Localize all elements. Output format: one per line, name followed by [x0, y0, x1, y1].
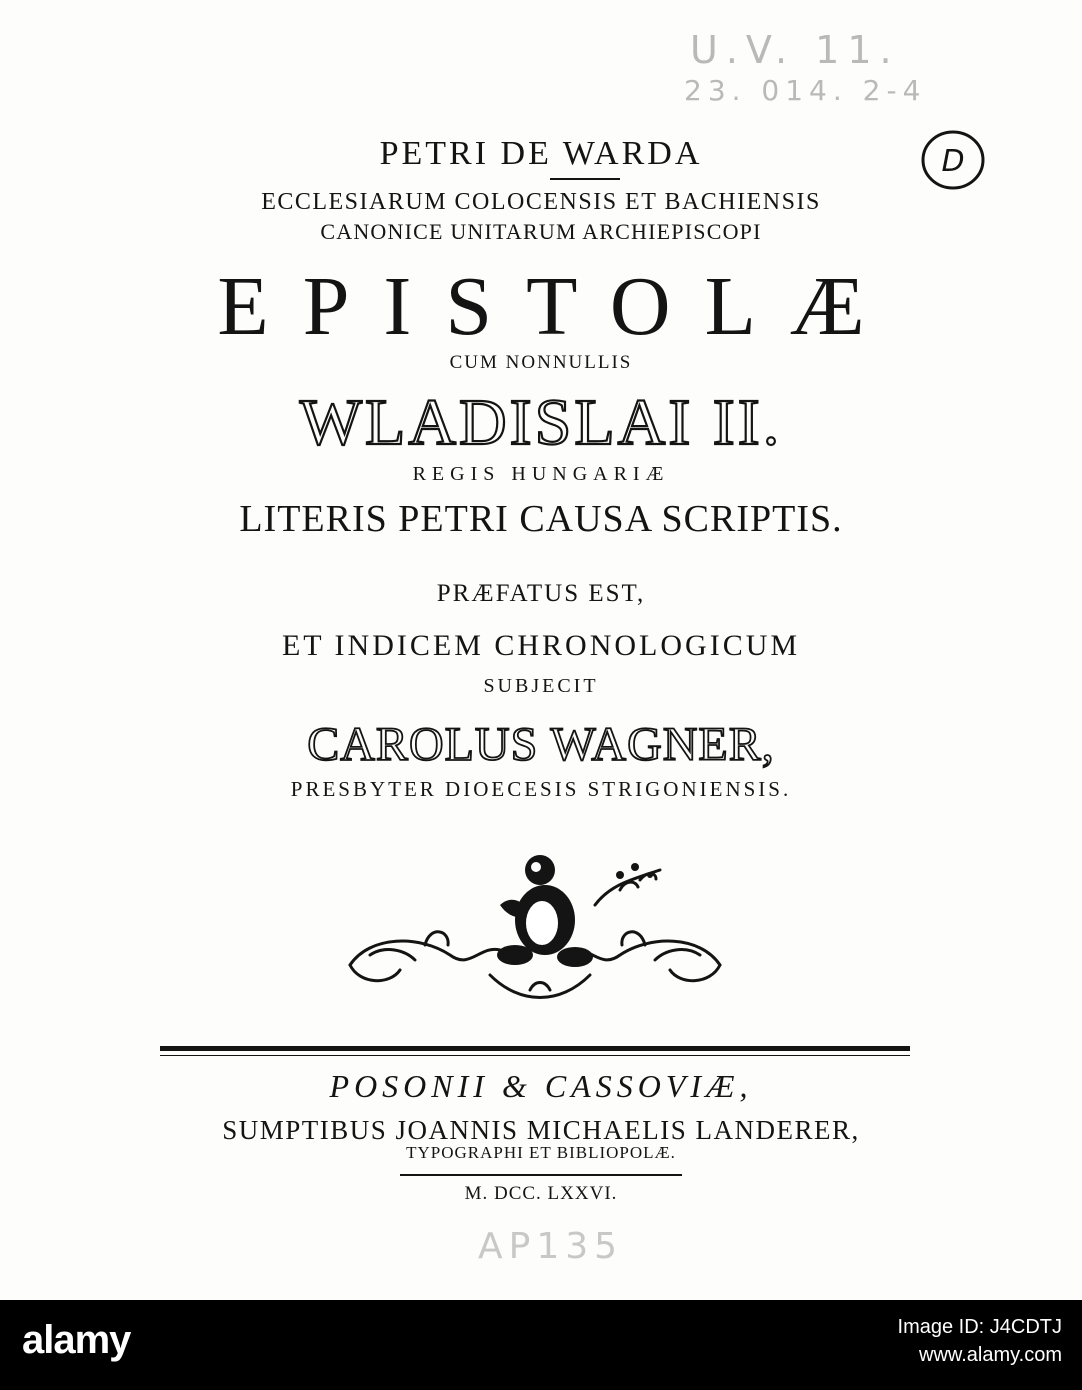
imprint-year: M. DCC. LXXVI.	[464, 1183, 618, 1204]
editor-name: CAROLUS WAGNER,	[307, 718, 775, 771]
office-line-2: CANONICE UNITARUM ARCHIEPISCOPI	[320, 219, 762, 244]
letters-line: LITERIS PETRI CAUSA SCRIPTIS.	[239, 498, 843, 540]
alamy-url: www.alamy.com	[919, 1344, 1062, 1366]
cherub-ornament-icon	[330, 845, 740, 1010]
office-line-1: ECCLESIARUM COLOCENSIS ET BACHIENSIS	[261, 189, 821, 215]
author-underline	[550, 178, 620, 180]
index-line: ET INDICEM CHRONOLOGICUM	[281, 629, 801, 662]
seal-letter: D	[941, 144, 965, 179]
subjecit-line: SUBJECIT	[483, 675, 599, 697]
shelfmark-stamp-secondary: 23. 014. 2-4	[684, 74, 927, 107]
author-line: PETRI DE WARDA	[379, 135, 703, 172]
with-line: CUM NONNULLIS	[449, 352, 633, 373]
preface-line: PRÆFATUS EST,	[436, 580, 646, 607]
alamy-logo: alamy	[22, 1318, 131, 1362]
imprint-rule-thick	[160, 1046, 910, 1051]
imprint-rule-thin	[160, 1055, 910, 1056]
main-title: EPISTOLÆ	[217, 260, 899, 353]
shelfmark-stamp: U.V. 11.	[690, 28, 900, 72]
editor-title: PRESBYTER DIOECESIS STRIGONIENSIS.	[290, 777, 792, 801]
image-id-label: Image ID: J4CDTJ	[897, 1316, 1062, 1338]
imprint-place: POSONII & CASSOVIÆ,	[329, 1068, 753, 1104]
king-title: REGIS HUNGARIÆ	[412, 463, 670, 485]
year-rule	[400, 1174, 682, 1176]
king-name: WLADISLAI II.	[299, 386, 783, 459]
library-stamp-bottom: AP135	[478, 1226, 624, 1267]
imprint-publisher: SUMPTIBUS JOANNIS MICHAELIS LANDERER,	[222, 1115, 860, 1145]
imprint-publisher-role: TYPOGRAPHI ET BIBLIOPOLÆ.	[406, 1143, 676, 1162]
